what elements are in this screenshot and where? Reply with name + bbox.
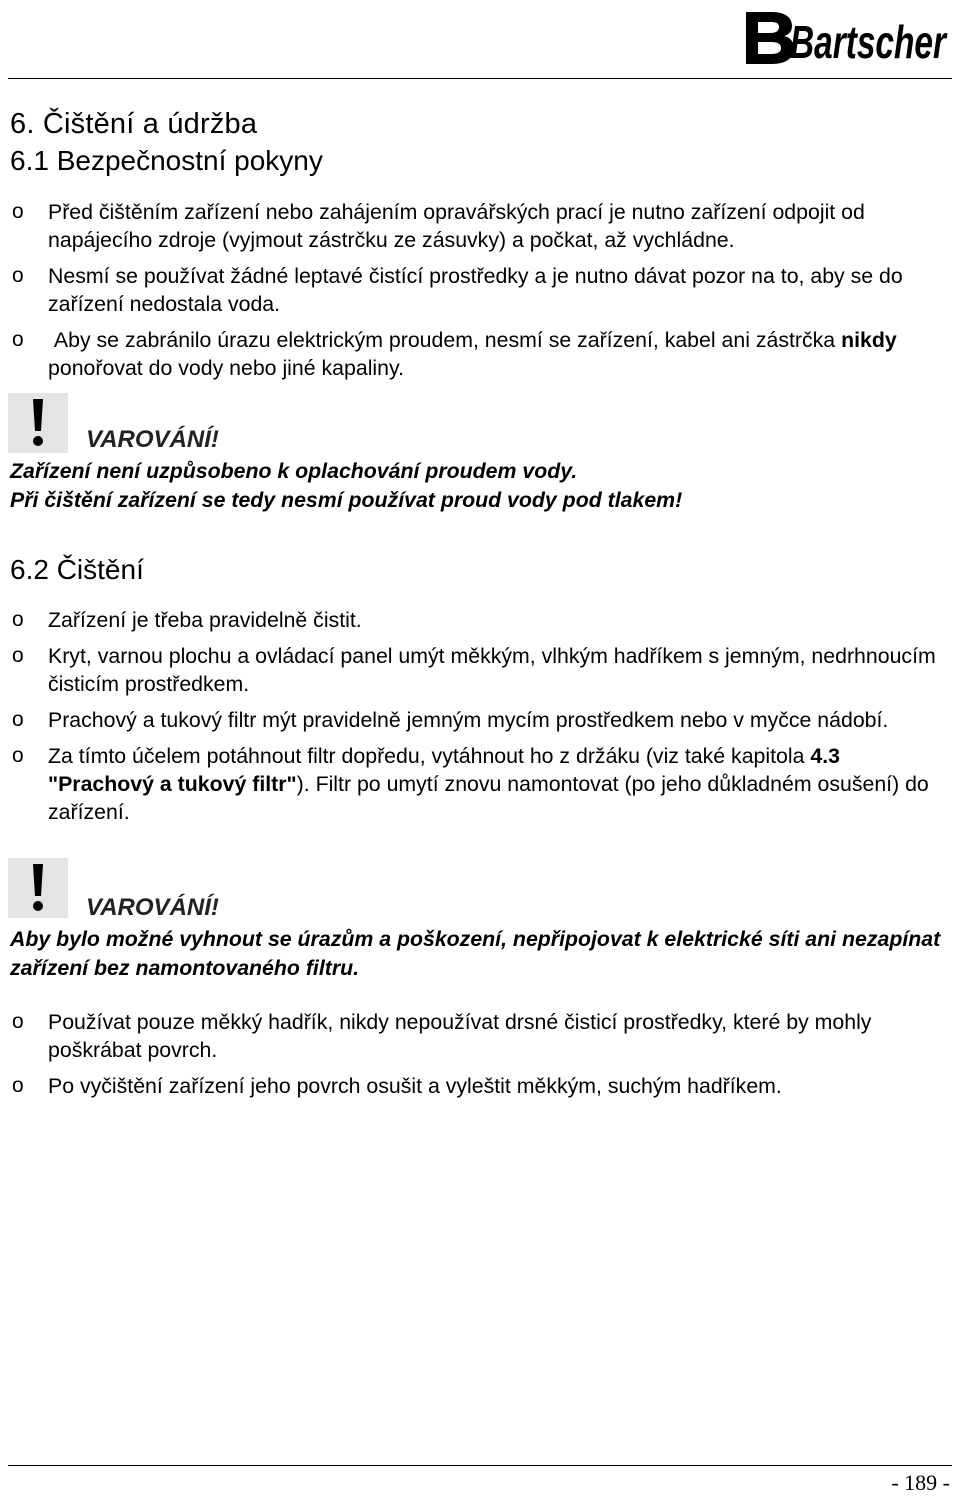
bullet-marker: o xyxy=(12,608,24,631)
list-item-text: Nesmí se používat žádné leptavé čistící prostředky a je nutno dávat pozor na to, aby se do zařízení nedostala voda. xyxy=(48,264,903,316)
chapter-title: 6. Čištění a údržba xyxy=(10,108,258,140)
bullet-marker: o xyxy=(12,1010,24,1033)
bullet-marker: o xyxy=(12,200,24,223)
list-item xyxy=(0,1008,948,1064)
section-title-safety: 6.1 Bezpečnostní pokyny xyxy=(10,145,323,176)
list-item-text: Zařízení je třeba pravidelně čistit. xyxy=(48,608,362,632)
list-item xyxy=(0,262,948,318)
bartscher-logo-mark xyxy=(742,6,950,68)
list-item xyxy=(0,606,948,634)
list-item xyxy=(0,326,948,382)
list-item xyxy=(0,706,948,734)
logo-wordmark: Bartscher xyxy=(790,16,948,68)
bullet-marker: o xyxy=(12,264,24,287)
list-item-text: Prachový a tukový filtr mýt pravidelně jemným mycím prostředkem nebo v myčce nádobí. xyxy=(48,708,889,732)
list-item-emphasis: nikdy xyxy=(841,328,897,352)
bullet-marker: o xyxy=(12,328,24,351)
cleaning-list xyxy=(0,606,948,834)
section-title-cleaning: 6.2 Čištění xyxy=(10,554,144,585)
list-item-text: Po vyčištění zařízení jeho povrch osušit a vyleštit měkkým, suchým hadříkem. xyxy=(48,1074,782,1098)
list-item-text: Používat pouze měkký hadřík, nikdy nepoužívat drsné čisticí prostředky, které by mohly poškrábat povrch. xyxy=(48,1010,872,1062)
exclamation-icon xyxy=(8,858,68,918)
list-item xyxy=(0,742,948,826)
list-item xyxy=(0,198,948,254)
list-item-text: ). Filtr po umytí znovu namontovat (po jeho důkladném osušení) do zařízení. xyxy=(48,772,929,824)
list-item-text: Za tímto účelem potáhnout filtr dopředu, vytáhnout ho z držáku (viz také kapitola xyxy=(48,744,811,768)
list-item-text: Aby se zabránilo úrazu elektrickým proudem, nesmí se zařízení, kabel ani zástrčka xyxy=(48,328,842,352)
warning-title: VAROVÁNÍ! xyxy=(86,426,219,453)
final-list xyxy=(0,1008,948,1108)
warning-icon-box xyxy=(8,858,68,918)
list-item-text: Kryt, varnou plochu a ovládací panel umýt měkkým, vlhkým hadříkem s jemným, nedrhnoucím čisticím prostředkem. xyxy=(48,644,936,696)
list-item-text: Před čištěním zařízení nebo zahájením opravářských prací je nutno zařízení odpojit od napájecího zdroje (vyjmout zástrčku ze zásuvky) a počkat, až vychládne. xyxy=(48,200,865,252)
bullet-marker: o xyxy=(12,708,24,731)
safety-list xyxy=(0,198,948,390)
list-item xyxy=(0,1072,948,1100)
warning-icon-box xyxy=(8,393,68,453)
warning-text xyxy=(10,457,950,515)
warning-title: VAROVÁNÍ! xyxy=(86,894,219,921)
list-item-text: ponořovat do vody nebo jiné kapaliny. xyxy=(48,356,404,380)
bullet-marker: o xyxy=(12,644,24,667)
bullet-marker: o xyxy=(12,744,24,767)
exclamation-icon xyxy=(8,393,68,453)
warning-line: Při čištění zařízení se tedy nesmí používat proud vody pod tlakem! xyxy=(10,488,683,512)
header-divider xyxy=(8,78,952,79)
page-number: - 189 - xyxy=(891,1470,950,1495)
bullet-marker: o xyxy=(12,1074,24,1097)
warning-text: Aby bylo možné vyhnout se úrazům a poškození, nepřipojovat k elektrické síti ani nezapínat zařízení bez namontovaného filtru. xyxy=(10,927,941,980)
list-item xyxy=(0,642,948,698)
warning-line: Zařízení není uzpůsobeno k oplachování proudem vody. xyxy=(10,459,578,483)
bartscher-logo xyxy=(742,6,950,68)
list-item-emphasis: 4.3 "Prachový a tukový filtr" xyxy=(48,744,840,796)
footer-divider xyxy=(8,1465,952,1466)
